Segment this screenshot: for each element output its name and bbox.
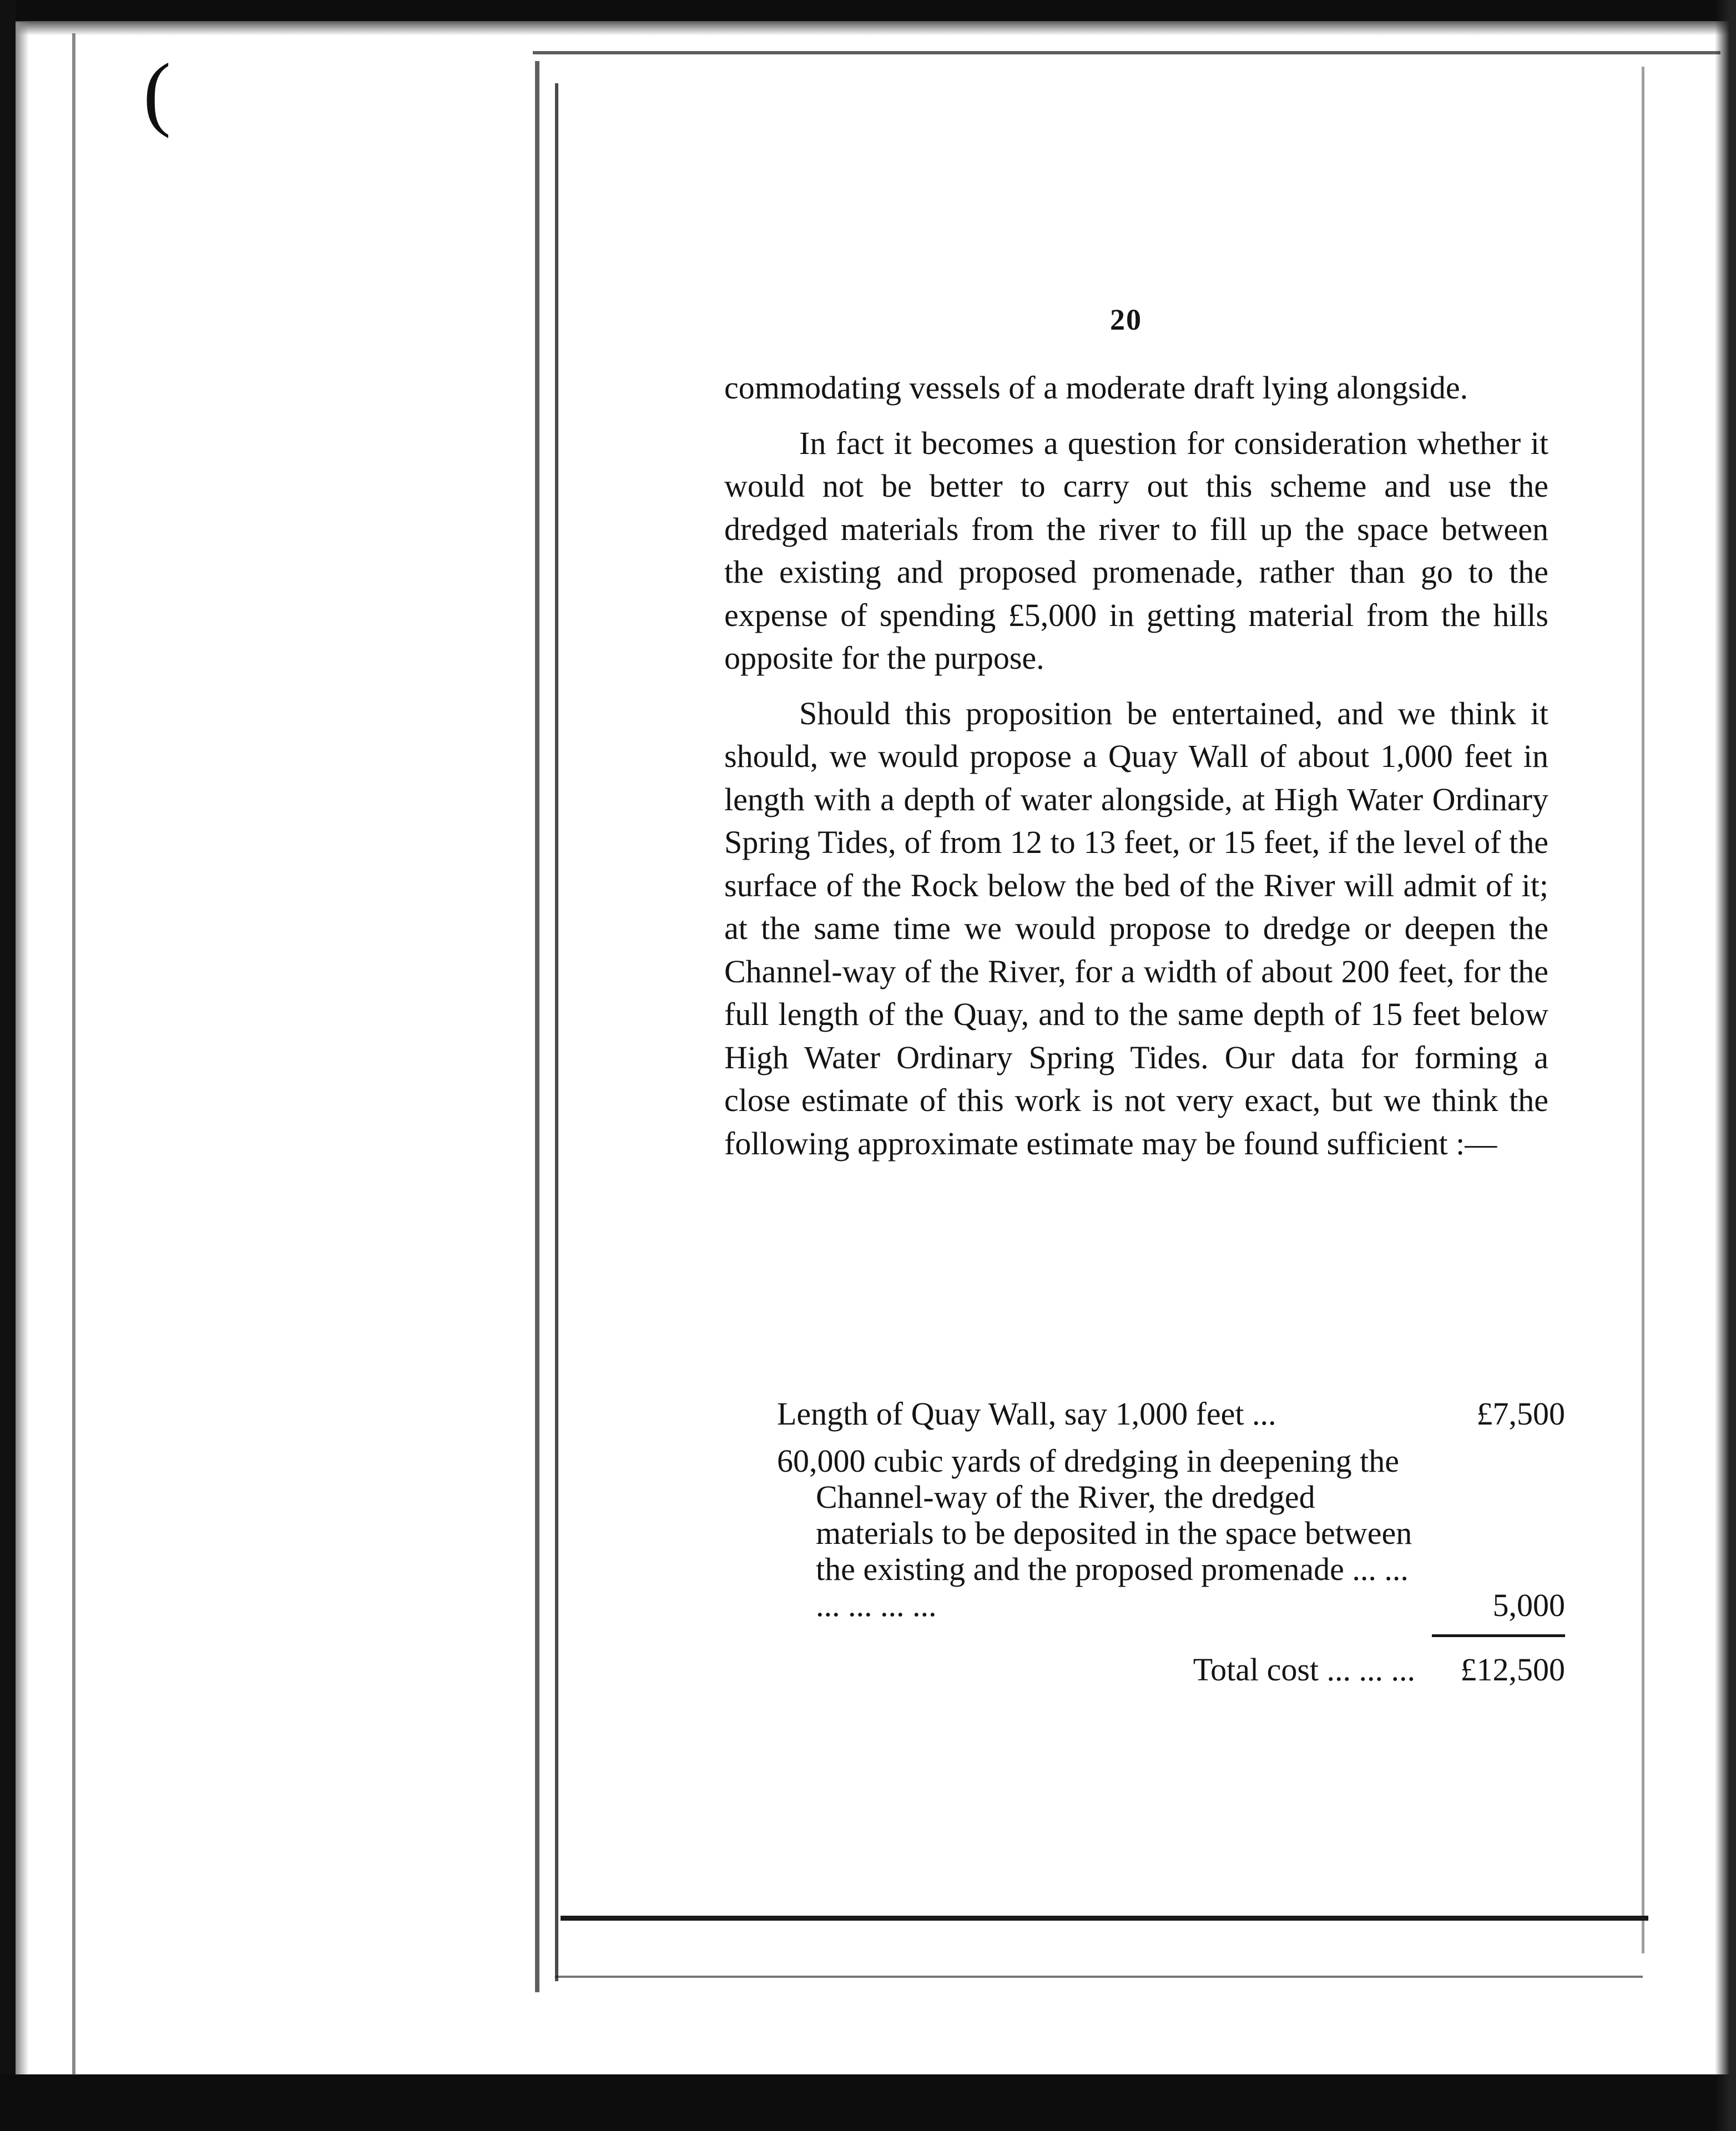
scan-top-shadow [0,21,1736,36]
scan-left-shadow [16,22,29,2087]
scan-top-edge [0,0,1736,21]
binding-line-outer [72,33,75,2076]
estimate-row [777,1390,1565,1432]
estimate-row [777,1443,1565,1623]
estimate-item-value: £7,500 [1476,1396,1565,1432]
paragraph-consideration: In fact it becomes a question for consideration whether it would not be better to carry out this scheme and use the dredged materials from the river to fill up the space between the existing and proposed promenade, rather than go to the expense of spending £5,000 in getting material from the hills opposite for the purpose. [724,425,1548,676]
estimate-item-label: 60,000 cubic yards of dredging in deepening the Channel-way of the River, the dredged materials to be deposited in the space between the existing and the proposed promenade ... ... ... ... ... ... [777,1443,1412,1623]
binding-line-left [535,61,539,1992]
sum-rule [1432,1634,1565,1637]
estimate-total-label: Total cost ... ... ... [1193,1652,1415,1688]
paragraph-continuation: commodating vessels of a moderate draft lying alongside. [724,370,1468,406]
body-text [724,366,1548,1165]
page-number: 20 [1110,303,1142,336]
paragraph-proposition: Should this proposition be entertained, and we think it should, we would propose a Quay Wall of about 1,000 feet in length with a depth of water alongside, at High Water Ordinary Spring Tides, of from 12 to 13 feet, or 15 feet, if the level of the surface of the Rock below the bed of the River will admit of it; at the same time we would propose to dredge or deepen the Channel-way of the River, for a width of about 200 feet, for the full length of the Quay, and to the same depth of 15 feet below High Water Ordinary Spring Tides. Our data for forming a close estimate of this work is not very exact, but we think the following approximate estimate may be found sufficient :— [724,695,1548,1162]
cost-estimate-table [777,1390,1565,1688]
estimate-item-label: Length of Quay Wall, say 1,000 feet ... [777,1396,1276,1432]
estimate-total-row [777,1652,1565,1688]
page-edge-bottom [561,1916,1648,1921]
scan-bottom-edge [0,2074,1736,2131]
page-edge-right [1642,67,1644,1953]
estimate-total-value: £12,500 [1460,1652,1565,1688]
page-edge-top [533,51,1720,54]
binding-line-inner [555,83,558,1981]
scan-bracket-mark: ( [143,47,171,139]
scan-left-edge [0,0,16,2131]
page-edge-bottom-shadow [555,1976,1643,1978]
estimate-item-value: 5,000 [1492,1587,1565,1623]
scan-right-edge [1715,0,1736,2131]
